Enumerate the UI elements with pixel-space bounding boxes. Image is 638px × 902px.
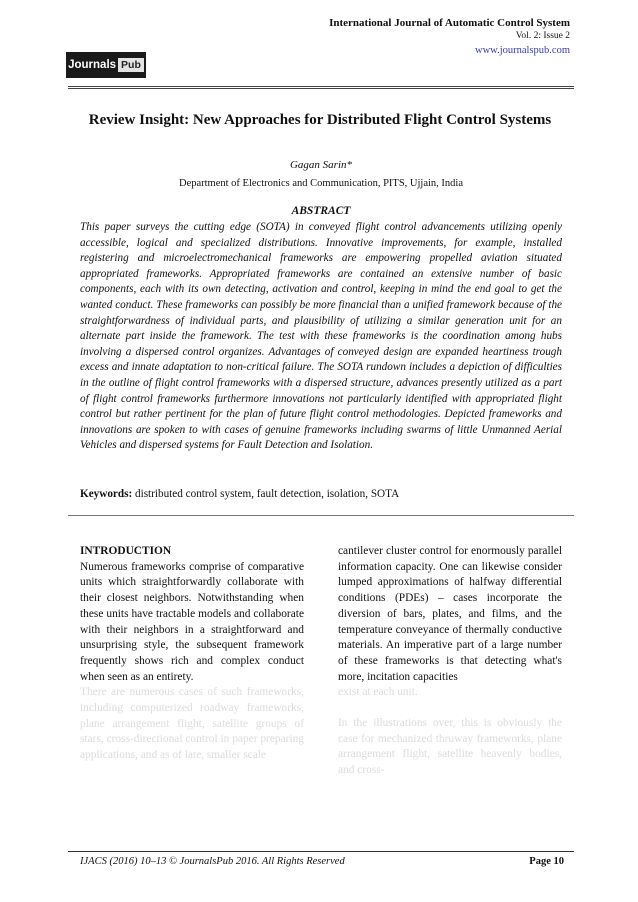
- keywords-text: distributed control system, fault detection, isolation, SOTA: [135, 488, 400, 500]
- abstract-text: This paper surveys the cutting edge (SOTA) in conveyed flight control advancements utilizing openly accessible, logical and specialized distributions. Innovative improvements, for example, installed registering and microelectromechanical frameworks are empowering propelled aviation situated appropriated frameworks. Appropriated frameworks are contained an extensive number of basic components, each with its own detecting, activation and control, keeping in mind the end goal to get the wanted conduct. These frameworks can possibly be more financial than a unified framework because of the straightforwardness of individual parts, and plausibility of utilizing a similar generation unit for an alternate part inside the framework. The test with these frameworks is the coordination among hubs involving a dispersed control organizes. Advantages of conveyed design are expanded heartiness trough excess and innate adaptation to non-critical failure. The SOTA rundown includes a depiction of difficulties in the outline of flight control frameworks with a dispersed structure, advances presently utilized as a part of flight control frameworks furthermore innovations not particularly identified with appropriated flight control but rather pertinent for the plan of future flight control methodologies. Depicted frameworks and innovations are spoken to with cases of genuine frameworks including swarms of little Unmanned Aerial Vehicles and dispersed systems for Fault Detection and Isolation.: [80, 221, 562, 452]
- abstract-heading: ABSTRACT: [291, 205, 351, 217]
- paper-author: Gagan Sarin*: [289, 159, 353, 171]
- keywords: [80, 488, 562, 500]
- journal-url[interactable]: www.journalspub.com: [475, 45, 570, 56]
- paper-affiliation: Department of Electronics and Communication, PITS, Ujjain, India: [178, 178, 464, 189]
- paragraph-gap: [338, 701, 562, 716]
- logo-text-journals: Journals: [68, 59, 117, 71]
- intro-paragraph-2-faded: There are numerous cases of such frameworks, including computerized roadway frameworks, plane arrangement flight, satellite groups of stars, cross-directional control in paper preparing applications, and as of late, smaller scale: [80, 686, 304, 762]
- footer-citation: IJACS (2016) 10–13 © JournalsPub 2016. All Rights Reserved: [80, 856, 345, 867]
- journal-header: [329, 16, 570, 58]
- body-column-left: [80, 544, 304, 764]
- section-heading-introduction: INTRODUCTION: [80, 545, 172, 557]
- logo-text-pub: Pub: [118, 58, 144, 72]
- paper-title: Review Insight: New Approaches for Distributed Flight Control Systems: [88, 112, 552, 128]
- journal-name: International Journal of Automatic Control System: [329, 17, 570, 29]
- keywords-label: Keywords:: [80, 488, 133, 500]
- header-divider: [68, 86, 574, 89]
- right-paragraph-1-faded: exist at each unit.: [338, 686, 418, 699]
- right-paragraph-1: cantilever cluster control for enormously parallel information capacity. One can likewise consider lumped approximations of halfway differential conditions (PDEs) – cases incorporate the diversion of bars, plates, and films, and the temperature conveyance of thermally conductive materials. An imperative part of a large number of these frameworks is that detecting what's more, incitation capacities: [338, 545, 562, 683]
- intro-paragraph-1: Numerous frameworks comprise of comparative units which straightforwardly collaborate with their closest neighbors. Notwithstanding when these units have tractable models and collaborate with their neighbors in a straightforward and unsurprising style, the subsequent framework frequently shows rich and complex conduct when seen as an entirety.: [80, 560, 304, 683]
- body-column-right: [338, 544, 562, 779]
- page-number: Page 10: [529, 856, 564, 867]
- abstract-divider: [68, 515, 574, 516]
- journal-volume: Vol. 2: Issue 2: [515, 31, 570, 41]
- journalspub-logo: [66, 52, 146, 78]
- footer-divider: [68, 851, 574, 852]
- right-paragraph-2-faded: In the illustrations over, this is obviously the case for mechanized thruway frameworks, plane arrangement flight, satellite heavenly bodies, and cross-: [338, 717, 562, 777]
